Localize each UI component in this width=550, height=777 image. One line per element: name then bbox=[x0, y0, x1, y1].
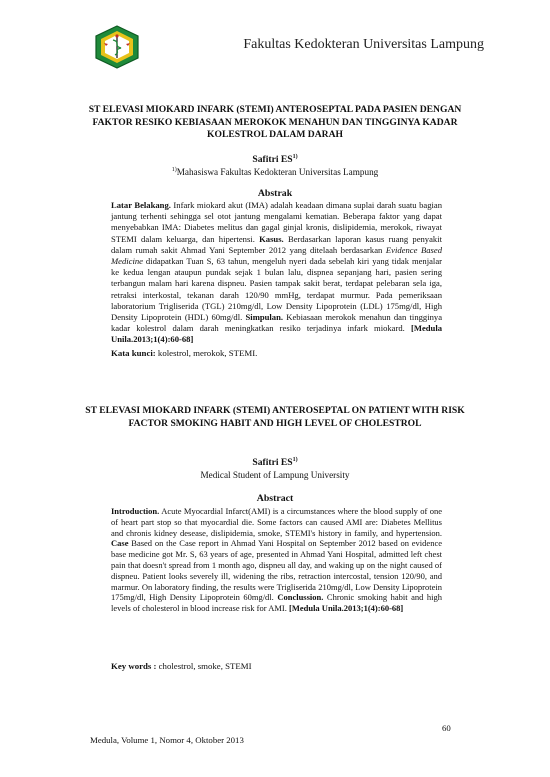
case-text-a: Berdasarkan laporan kasus ruang penyakit dalam rumah sakit Ahmad Yani September 2012 yang ditelaah berdasarkan bbox=[111, 233, 442, 255]
page-number: 60 bbox=[442, 723, 451, 733]
author-en bbox=[80, 457, 470, 468]
faculty-logo bbox=[92, 24, 142, 70]
case-emphasis: Evidence Based Medicine bbox=[111, 244, 442, 267]
case-label: Case bbox=[111, 538, 129, 549]
journal-footer: Medula, Volume 1, Nomor 4, Oktober 2013 bbox=[90, 735, 244, 745]
introduction-label: Introduction. bbox=[111, 506, 160, 516]
background-text: Infark miokard akut (IMA) adalah keadaan dimana suplai darah suatu bagian jantung terhenti sehingga sel otot jantung mengalami kematian. Beberapa faktor yang dapat menyebabkan IMA: Diabetes melitus dan gagal ginjal kronis, dislipidemia, merokok, riwayat STEMI dalam keluarga, dan hipertensi. bbox=[111, 200, 442, 244]
affiliation-text: Mahasiswa Fakultas Kedokteran Universitas Lampung bbox=[176, 167, 379, 178]
author-superscript: 1) bbox=[292, 154, 298, 160]
author-name: Safitri ES bbox=[252, 154, 293, 166]
paper-title-id: ST ELEVASI MIOKARD INFARK (STEMI) ANTEROSEPTAL PADA PASIEN DENGAN FAKTOR RESIKO KEBIASAAN MEROKOK MENAHUN DAN TINGGINYA KADAR KOLESTROL DALAM DARAH bbox=[88, 104, 462, 140]
author-superscript: 1) bbox=[292, 457, 298, 463]
abstract-heading-id: Abstrak bbox=[257, 188, 293, 199]
keywords-label: Key words : bbox=[111, 661, 157, 671]
citation: [Medula Unila.2013;1(4):60-68] bbox=[288, 603, 404, 614]
paper-title-en: ST ELEVASI MIOKARD INFARK (STEMI) ANTEROSEPTAL ON PATIENT WITH RISK FACTOR SMOKING HABIT AND HIGH LEVEL OF CHOLESTROL bbox=[85, 405, 465, 429]
abstract-body-en bbox=[111, 506, 442, 614]
keywords-en bbox=[111, 661, 442, 671]
keywords-label: Kata kunci: bbox=[111, 348, 156, 358]
header-institution: Fakultas Kedokteran Universitas Lampung bbox=[243, 37, 484, 52]
keywords-text: cholestrol, smoke, STEMI bbox=[156, 661, 252, 671]
affiliation-en: Medical Student of Lampung University bbox=[200, 470, 350, 480]
affiliation-id bbox=[80, 167, 470, 177]
citation: [Medula Unila.2013;1(4):60-68] bbox=[111, 323, 442, 345]
introduction-text: Acute Myocardial Infarct(AMI) is a circumstances where the blood supply of one of heart part stop so that myocardial die. Some factors can caused AMI are: Diabetes Mellitus and chronis kidney desease, dislipidemia, smoke, STEMI's history in family, and hypertension. bbox=[111, 506, 442, 538]
case-text: Based on the Case report in Ahmad Yani Hospital on September 2012 based on evidence base medicine got Mr. S, 63 years of age, presented in Ahmad Yani Hospital, admitted left chest pain that doesn't spread from 1 month ago, dispneu all day, and waking up on the night caused of dispneu. Patient looks severely ill, widening the ribs, retraction intercostal, tension 120/90, and marmur. On laboratory finding, the results were Trigliserida 210mg/dl, Low Density Lipoprotein 175mg/dl, High Density Lipoprotein 60mg/dl. bbox=[111, 538, 442, 603]
conclusion-text: Kebiasaan merokok menahun dan tingginya kadar kolestrol dalam darah meningkatkan resiko terjadinya infark miokard. bbox=[111, 312, 443, 334]
author-id bbox=[80, 154, 470, 165]
case-label: Kasus. bbox=[259, 233, 284, 244]
abstract-heading-en: Abstract bbox=[256, 493, 294, 504]
background-label: Latar Belakang. bbox=[111, 200, 171, 210]
keywords-text: kolestrol, merokok, STEMI. bbox=[155, 348, 258, 358]
conclusion-text: Chronic smoking habit and high levels of cholesterol in blood increase risk for AMI. bbox=[111, 592, 443, 614]
conclusion-label: Conclussion. bbox=[277, 592, 324, 603]
case-text-b: didapatkan Tuan S, 63 tahun, mengeluh nyeri dada sebelah kiri yang tidak menjalar ke kedua lengan ataupun pundak sejak 1 bulan lalu, dispnea sepanjang hari, pasien sering terbangun malam hari karena dispneu. Pasien tampak sakit berat, terdapat pelebaran sela iga, retraksi interkostal, tekanan darah 120/90 mmHg, terdapat murmur. Pada pemeriksaan laboratorium Trigliserida (TGL) 210mg/dl, Low Density Lipoprotein (LDL) 175mg/dl, High Density Lipoprotein (HDL) 60mg/dl. bbox=[111, 256, 442, 323]
author-name: Safitri ES bbox=[252, 457, 293, 469]
conclusion-label: Simpulan. bbox=[245, 312, 284, 323]
abstract-body-id bbox=[111, 200, 442, 346]
keywords-id bbox=[111, 348, 442, 358]
affiliation-superscript: 1) bbox=[171, 167, 177, 173]
